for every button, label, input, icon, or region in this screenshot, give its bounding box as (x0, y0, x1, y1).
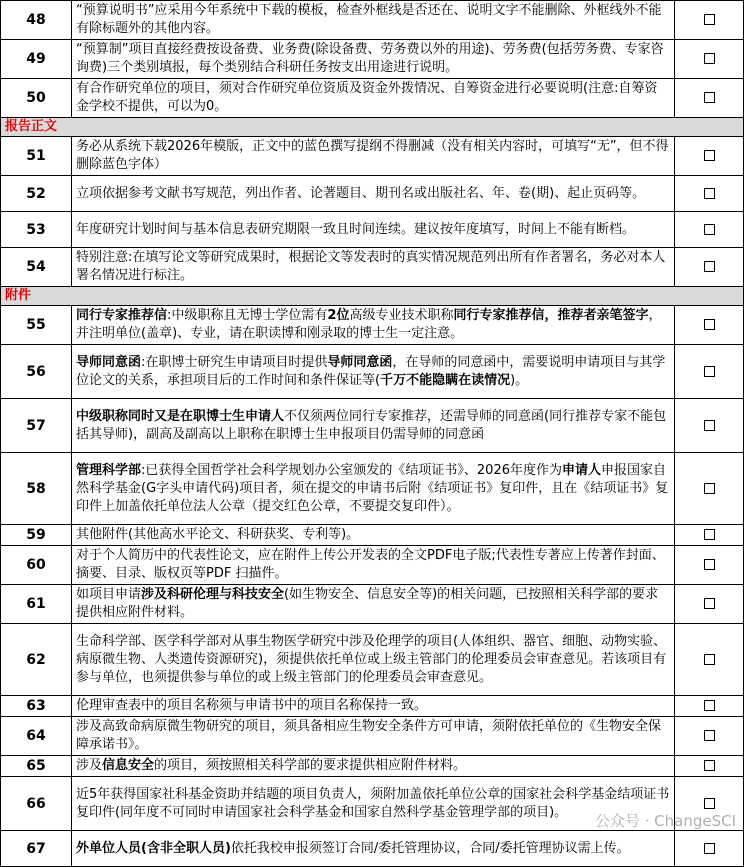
row-number: 62 (1, 624, 72, 696)
row-number: 48 (1, 1, 72, 40)
row-number: 49 (1, 40, 72, 79)
checkbox[interactable] (704, 420, 715, 431)
row-text (72, 831, 675, 867)
row-number: 63 (1, 696, 72, 717)
text-segment: 立项依据参考文献书写规范，列出作者、论著题目、期刊名或出版社名、年、卷(期)、起止页码等。 (76, 186, 645, 201)
check-cell (675, 399, 744, 453)
text-segment: 涉及 (76, 758, 102, 773)
checkbox[interactable] (704, 224, 715, 235)
check-cell (675, 585, 744, 624)
emphasis-text: 涉及科研伦理与科技安全 (141, 587, 284, 602)
check-cell (675, 212, 744, 248)
emphasis-text: 申请人 (562, 463, 601, 478)
text-segment: 申报国家自然科学基金(G字头申请代码)项目者，须在提交的申请书后附《结项证书》复印件，且在《结项证书》复印件上加盖依托单位法人公章（提交红色公章，不要提交复印件）。 (76, 463, 668, 514)
text-segment: ，在导师的同意函中，需要说明申请项目与其学位论文的关系，承担项目后的工作时间和条件保证等( (76, 355, 665, 388)
table-row (1, 212, 744, 248)
table-row (1, 176, 744, 212)
table-row (1, 624, 744, 696)
checkbox[interactable] (704, 843, 715, 854)
table-row (1, 585, 744, 624)
check-cell (675, 345, 744, 399)
row-number: 64 (1, 717, 72, 756)
check-cell (675, 831, 744, 867)
checkbox[interactable] (704, 188, 715, 199)
check-cell (675, 525, 744, 546)
row-number: 65 (1, 756, 72, 777)
text-segment: 的项目，须按照相关科学部的要求提供相应附件材料。 (154, 758, 466, 773)
checkbox[interactable] (704, 150, 715, 161)
table-row (1, 453, 744, 525)
text-segment: 如项目申请 (76, 587, 141, 602)
row-number: 52 (1, 176, 72, 212)
check-cell (675, 453, 744, 525)
section-title: 附件 (1, 287, 744, 306)
row-text (72, 1, 675, 40)
table-row (1, 40, 744, 79)
check-cell (675, 79, 744, 118)
emphasis-text: 中级职称同时又是在职博士生申请人 (76, 409, 284, 424)
section-title: 报告正文 (1, 118, 744, 137)
row-text (72, 248, 675, 287)
checkbox[interactable] (704, 14, 715, 25)
row-text (72, 525, 675, 546)
row-text (72, 696, 675, 717)
text-segment: 其他附件(其他高水平论文、科研获奖、专利等)。 (76, 527, 359, 542)
row-text (72, 79, 675, 118)
table-row (1, 248, 744, 287)
row-number: 58 (1, 453, 72, 525)
text-segment: :在职博士研究生申请项目时提供 (141, 355, 327, 370)
row-text (72, 717, 675, 756)
section-header (1, 118, 744, 137)
row-number: 50 (1, 79, 72, 118)
emphasis-text: 信息安全 (102, 758, 154, 773)
table-row (1, 306, 744, 345)
text-segment: :已获得全国哲学社会科学规划办公室颁发的《结项证书》、2026年度作为 (141, 463, 562, 478)
text-segment: 近5年获得国家社科基金资助并结题的项目负责人，须附加盖依托单位公章的国家社会科学基金结项证书复印件(同年度不可同时申请国家社会科学基金和国家自然科学基金管理学部的项目)。 (76, 787, 669, 820)
row-text (72, 453, 675, 525)
checkbox[interactable] (704, 760, 715, 771)
text-segment: 对于个人简历中的代表性论文，应在附件上传公开发表的全文PDF电子版;代表性专著应上传著作封面、摘要、目录、版权页等PDF 扫描件。 (76, 548, 665, 581)
row-text (72, 212, 675, 248)
check-cell (675, 306, 744, 345)
check-cell (675, 40, 744, 79)
row-text (72, 40, 675, 79)
checkbox[interactable] (704, 261, 715, 272)
check-cell (675, 696, 744, 717)
checkbox[interactable] (704, 483, 715, 494)
row-number: 55 (1, 306, 72, 345)
row-text (72, 546, 675, 585)
text-segment: “预算制”项目直接经费按设备费、业务费(除设备费、劳务费以外的用途)、劳务费(包括劳务费、专家咨询费)三个类别填报，每个类别结合科研任务按支出用途进行说明。 (76, 42, 664, 75)
row-number: 51 (1, 137, 72, 176)
emphasis-text: 导师同意函 (327, 355, 392, 370)
checkbox[interactable] (704, 366, 715, 377)
watermark: 公众号 · ChangeSCI (595, 810, 736, 831)
text-segment: 不仅须两位同行专家推荐，还需导师的同意函(同行推荐专家不能包括其导师)，副高及副高以上职称在职博士生申报项目仍需导师的同意函 (76, 409, 666, 442)
checkbox[interactable] (704, 559, 715, 570)
table-row (1, 525, 744, 546)
row-text (72, 137, 675, 176)
checkbox[interactable] (704, 798, 715, 809)
table-row (1, 79, 744, 118)
check-cell (675, 248, 744, 287)
row-number: 56 (1, 345, 72, 399)
checkbox[interactable] (704, 529, 715, 540)
checkbox[interactable] (704, 53, 715, 64)
text-segment: 有合作研究单位的项目，须对合作研究单位资质及资金外拨情况、自筹资金进行必要说明(注意:自筹资金学校不提供，可以为0。 (76, 81, 657, 114)
emphasis-text: 同行专家推荐信 (76, 308, 167, 323)
table-row (1, 345, 744, 399)
text-segment: 伦理审查表中的项目名称须与申请书中的项目名称保持一致。 (76, 698, 427, 713)
text-segment: 依托我校申报须签订合同/委托管理协议，合同/委托管理协议需上传。 (231, 841, 630, 856)
check-cell (675, 756, 744, 777)
row-text (72, 585, 675, 624)
text-segment: 高级专业技术职称 (349, 308, 453, 323)
emphasis-text: 2位 (327, 308, 349, 323)
section-header (1, 287, 744, 306)
checkbox[interactable] (704, 319, 715, 330)
checkbox[interactable] (704, 92, 715, 103)
row-text (72, 345, 675, 399)
text-segment: 生命科学部、医学科学部对从事生物医学研究中涉及伦理学的项目(人体组织、器官、细胞、动物实验、病原微生物、人类遗传资源研究)，须提供依托单位或上级主管部门的伦理委员会审查意见。若该项目有参与单位，也须提供参与单位的或上级主管部门的伦理委员会审查意见。 (76, 634, 666, 685)
table-row (1, 717, 744, 756)
text-segment: 务必从系统下载2026年模版，正文中的蓝色撰写提纲不得删减（没有相关内容时，可填写“无”，但不得删除蓝色字体） (76, 139, 669, 172)
table-row (1, 399, 744, 453)
row-number: 67 (1, 831, 72, 867)
row-text (72, 756, 675, 777)
text-segment: 年度研究计划时间与基本信息表研究期限一致且时间连续。建议按年度填写，时间上不能有断档。 (76, 222, 635, 237)
row-number: 59 (1, 525, 72, 546)
check-cell (675, 546, 744, 585)
emphasis-text: 外单位人员(含非全职人员) (76, 841, 231, 856)
row-text (72, 399, 675, 453)
check-cell (675, 717, 744, 756)
row-number: 61 (1, 585, 72, 624)
check-cell (675, 1, 744, 40)
text-segment: “预算说明书”应采用今年系统中下载的模板，检查外框线是否还在、说明文字不能删除、外框线外不能有除标题外的其他内容。 (76, 3, 661, 36)
row-number: 54 (1, 248, 72, 287)
emphasis-text: 同行专家推荐信，推荐者亲笔签字 (453, 308, 648, 323)
table-row (1, 696, 744, 717)
text-segment: :中级职称且无博士学位需有 (167, 308, 327, 323)
checkbox[interactable] (704, 700, 715, 711)
row-text (72, 777, 675, 831)
text-segment: 涉及高致命病原微生物研究的项目，须具备相应生物安全条件方可申请，须附依托单位的《生物安全保障承诺书》。 (76, 719, 661, 752)
text-segment: )。 (510, 373, 528, 388)
row-text (72, 624, 675, 696)
row-text (72, 306, 675, 345)
row-number: 60 (1, 546, 72, 585)
table-row (1, 831, 744, 867)
checkbox[interactable] (704, 654, 715, 665)
text-segment: 特别注意:在填写论文等研究成果时，根据论文等发表时的真实情况规范列出所有作者署名，务必对本人署名情况进行标注。 (76, 250, 665, 283)
table-row (1, 1, 744, 40)
row-text (72, 176, 675, 212)
checkbox[interactable] (704, 730, 715, 741)
check-cell (675, 176, 744, 212)
text-segment: (如生物安全、信息安全等)的相关问题，已按照相关科学部的要求提供相应附件材料。 (76, 587, 658, 620)
text-segment: ，并注明单位(盖章)、专业，请在职读博和刚录取的博士生一定注意。 (76, 308, 662, 341)
row-number: 57 (1, 399, 72, 453)
checkbox[interactable] (704, 598, 715, 609)
row-number: 53 (1, 212, 72, 248)
emphasis-text: 导师同意函 (76, 355, 141, 370)
table-row (1, 756, 744, 777)
check-cell (675, 624, 744, 696)
emphasis-text: 千万不能隐瞒在读情况 (380, 373, 510, 388)
table-row (1, 137, 744, 176)
emphasis-text: 管理科学部 (76, 463, 141, 478)
check-cell (675, 137, 744, 176)
row-number: 66 (1, 777, 72, 831)
table-row (1, 546, 744, 585)
